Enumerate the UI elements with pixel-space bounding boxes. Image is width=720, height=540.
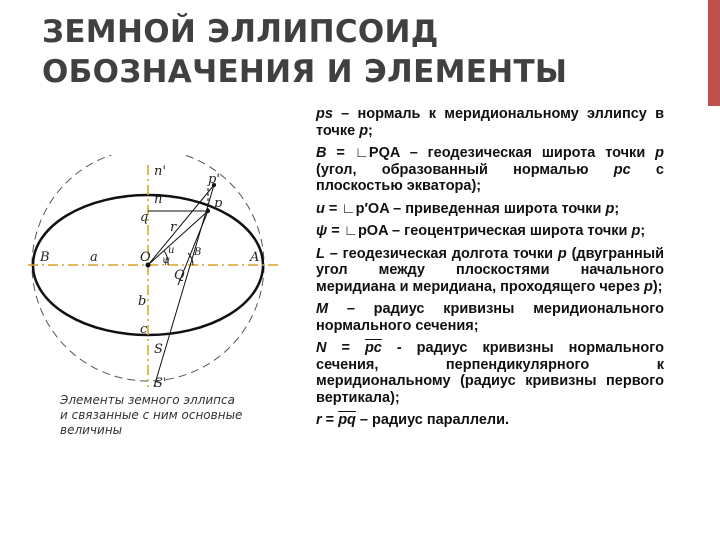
label-b: b: [138, 294, 147, 309]
normal-line: [154, 185, 214, 387]
segment-pc: $\overline{pc}$: [364, 340, 382, 356]
punct: ;: [368, 122, 373, 139]
text-M: – радиус кривизны меридионального нормального сечения;: [316, 301, 664, 334]
symbol-p: p: [631, 223, 641, 239]
title-line-2: ОБОЗНАЧЕНИЯ И ЭЛЕМЕНТЫ: [42, 54, 568, 90]
slide-title: [42, 12, 682, 92]
definitions-list: [316, 106, 664, 435]
definition-r: [316, 412, 664, 429]
label-O: O: [140, 250, 151, 265]
caption-line-2: и связанные с ним основные величины: [60, 408, 243, 437]
symbol-p: p: [557, 245, 567, 262]
angle-name: p′OA: [355, 200, 390, 217]
punct: ;: [640, 223, 646, 239]
label-B-point: B: [40, 250, 50, 265]
ellipse-diagram: [28, 155, 298, 395]
punct: );: [652, 278, 663, 295]
text-B-rest2: с плоскостью экватора);: [316, 161, 664, 194]
symbol-r: r: [316, 412, 322, 428]
label-Q: Q: [174, 268, 185, 283]
symbol-p: p: [655, 145, 664, 161]
label-r: r: [170, 220, 177, 235]
equals: =: [321, 412, 339, 428]
text-N: - радиус кривизны нормального сечения, перпендикулярного к меридиональному (радиус кривизны первого вертикала);: [316, 340, 664, 406]
symbol-u: u: [316, 200, 325, 217]
diagram-caption: [60, 393, 290, 438]
definition-ps: [316, 106, 664, 139]
symbol-ps: ps: [316, 106, 333, 122]
text-B-rest1: (угол, образованный нормалью: [316, 161, 614, 178]
label-u: u: [168, 245, 175, 256]
symbol-N: N: [316, 340, 327, 356]
label-p-prime: p': [208, 172, 220, 187]
equals-angle: = ∟: [327, 223, 358, 239]
label-q: q: [140, 210, 149, 225]
text-ps: – нормаль к меридиональному эллипсу в точке: [316, 106, 664, 139]
ellipse-svg: [28, 155, 298, 395]
symbol-p: p: [359, 122, 369, 139]
accent-bar: [708, 0, 720, 106]
equals: =: [326, 340, 365, 356]
label-A: A: [250, 250, 260, 265]
definition-N: [316, 340, 664, 406]
symbol-B: B: [316, 145, 327, 161]
angle-name: PQA: [368, 145, 400, 161]
label-a: a: [90, 250, 98, 265]
symbol-L: L: [316, 245, 325, 262]
label-B-angle: B: [194, 247, 202, 258]
text-psi: – геоцентрическая широта точки: [388, 223, 632, 239]
label-psi: ψ: [162, 255, 170, 266]
text-B: – геодезическая широта точки: [399, 145, 656, 161]
angle-name: pOA: [357, 223, 389, 239]
caption-line-1: Элементы земного эллипса: [60, 393, 235, 407]
text-L: – геодезическая долгота точки: [324, 245, 558, 262]
label-p: p: [214, 196, 223, 211]
text-r: – радиус параллели.: [355, 412, 510, 428]
label-S: S: [154, 342, 163, 357]
segment-pq: $\overline{pq}$: [338, 412, 356, 428]
title-line-1: ЗЕМНОЙ ЭЛЛИПСОИД: [42, 14, 439, 50]
definition-u: [316, 201, 664, 218]
text-L-rest: (двугранный угол между плоскостями начального меридиана и меридиана, проходящего через: [316, 245, 665, 295]
symbol-psi: ψ: [316, 223, 328, 239]
symbol-pc: pc: [613, 161, 631, 178]
text-u: – приведенная широта точки: [389, 200, 606, 217]
symbol-M: M: [316, 301, 329, 317]
point-p: [206, 209, 210, 213]
label-n: n: [154, 192, 163, 207]
definition-B: [316, 145, 664, 195]
definition-M: [316, 301, 664, 334]
symbol-p: p: [643, 278, 653, 295]
symbol-p: p: [605, 200, 615, 217]
label-c: c: [140, 322, 148, 337]
label-n-prime: n': [154, 164, 166, 179]
label-S-prime: S': [154, 376, 167, 391]
definition-L: [316, 246, 664, 296]
equals-angle: = ∟: [326, 145, 369, 161]
definition-psi: [316, 223, 664, 240]
equals-angle: = ∟: [324, 200, 356, 217]
punct: ;: [614, 200, 620, 217]
